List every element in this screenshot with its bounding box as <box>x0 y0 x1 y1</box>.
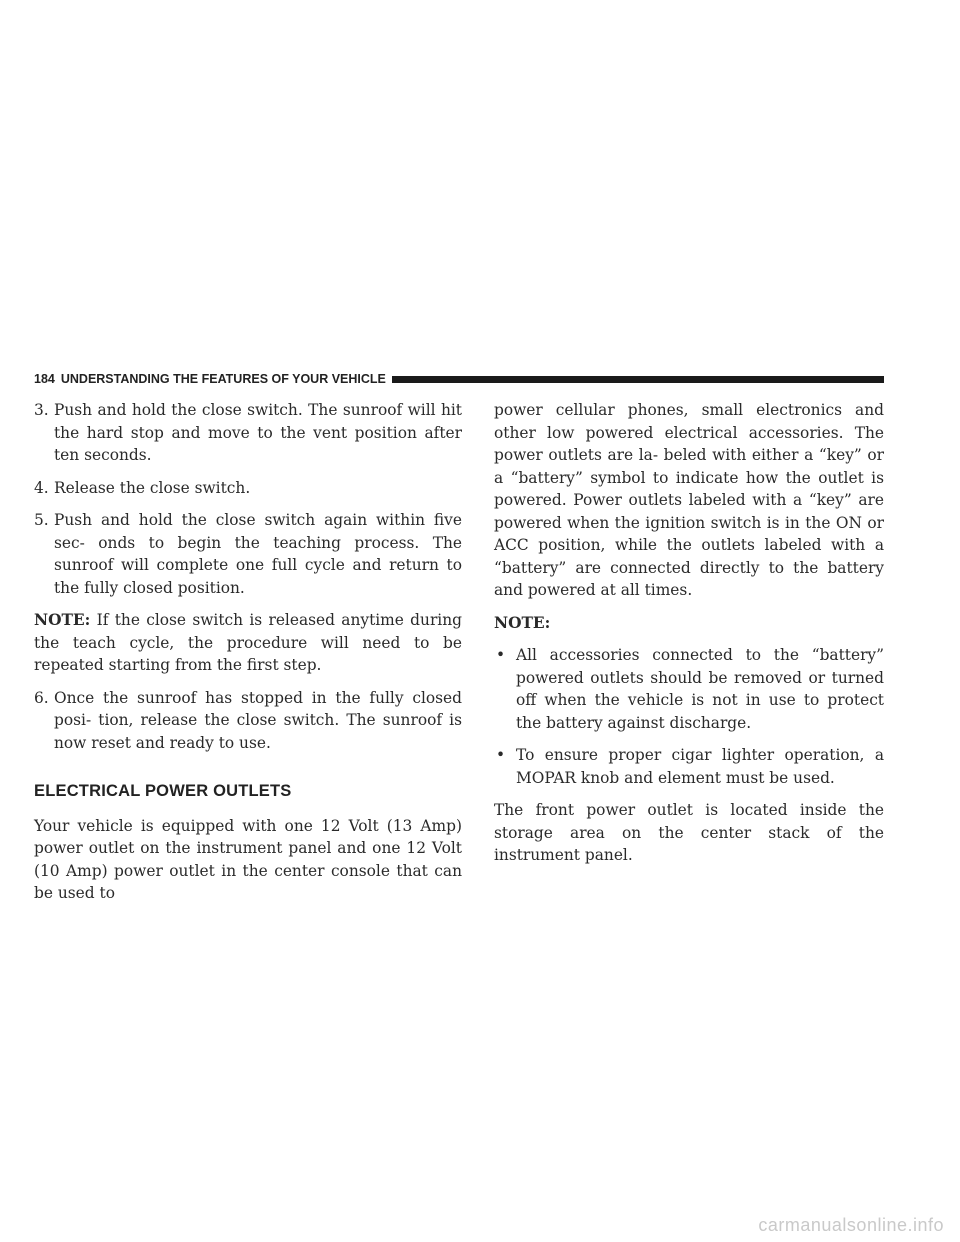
step-item <box>34 399 462 467</box>
step-number: 4. <box>34 478 49 497</box>
page-header <box>34 370 884 388</box>
bullet-text: To ensure proper cigar lighter operation, a MOPAR knob and element must be used. <box>516 746 884 787</box>
step-item <box>34 509 462 599</box>
step-text: Push and hold the close switch again within five sec- onds to begin the teaching process. The sunroof will complete one full cycle and return to the fully closed position. <box>54 511 462 597</box>
bullet-text: All accessories connected to the “battery” powered outlets should be removed or turned off when the vehicle is not in use to protect the battery against discharge. <box>516 646 884 732</box>
header-rule <box>392 376 884 383</box>
note-paragraph <box>34 609 462 677</box>
right-column <box>494 399 884 877</box>
intro-paragraph: Your vehicle is equipped with one 12 Volt (13 Amp) power outlet on the instrument panel and one 12 Volt (10 Amp) power outlet in the center console that can be used to <box>34 816 462 902</box>
bullet-icon: • <box>496 746 506 764</box>
note-label: NOTE: <box>34 611 91 629</box>
note-text: If the close switch is released anytime during the teach cycle, the procedure will need to be repeated starting from the first step. <box>34 611 462 674</box>
step-number: 5. <box>34 511 49 529</box>
watermark: carmanualsonline.info <box>758 1215 944 1235</box>
list-item <box>494 644 884 734</box>
bullet-icon: • <box>496 646 506 664</box>
body-paragraph: power cellular phones, small electronics and other low powered electrical accessories. The power outlets are la- beled with either a “key” or a “battery” symbol to indicate how the outlet is powered. Power outlets labeled with a “key” are powered when the ignition switch is in the ON or ACC position, while the outlets labeled with a “battery” are connected directly to the battery and powered at all times. <box>494 401 884 599</box>
note-bullet-list <box>494 644 884 789</box>
step-number: 6. <box>34 688 49 707</box>
step-item <box>34 687 462 755</box>
step-text: Release the close switch. <box>54 478 251 497</box>
section-heading: ELECTRICAL POWER OUTLETS <box>34 782 292 800</box>
step-text: Once the sunroof has stopped in the fully closed posi- tion, release the close switch. The sunroof is now reset and ready to use. <box>54 688 462 752</box>
body-paragraph: The front power outlet is located inside the storage area on the center stack of the instrument panel. <box>494 801 884 864</box>
list-item <box>494 744 884 789</box>
page-number: 184 <box>34 372 55 386</box>
left-column <box>34 399 462 915</box>
section-title: UNDERSTANDING THE FEATURES OF YOUR VEHICLE <box>60 372 386 386</box>
step-number: 3. <box>34 401 49 419</box>
step-text: Push and hold the close switch. The sunroof will hit the hard stop and move to the vent position after ten seconds. <box>54 401 462 464</box>
note-heading: NOTE: <box>494 613 551 632</box>
step-item <box>34 477 462 500</box>
